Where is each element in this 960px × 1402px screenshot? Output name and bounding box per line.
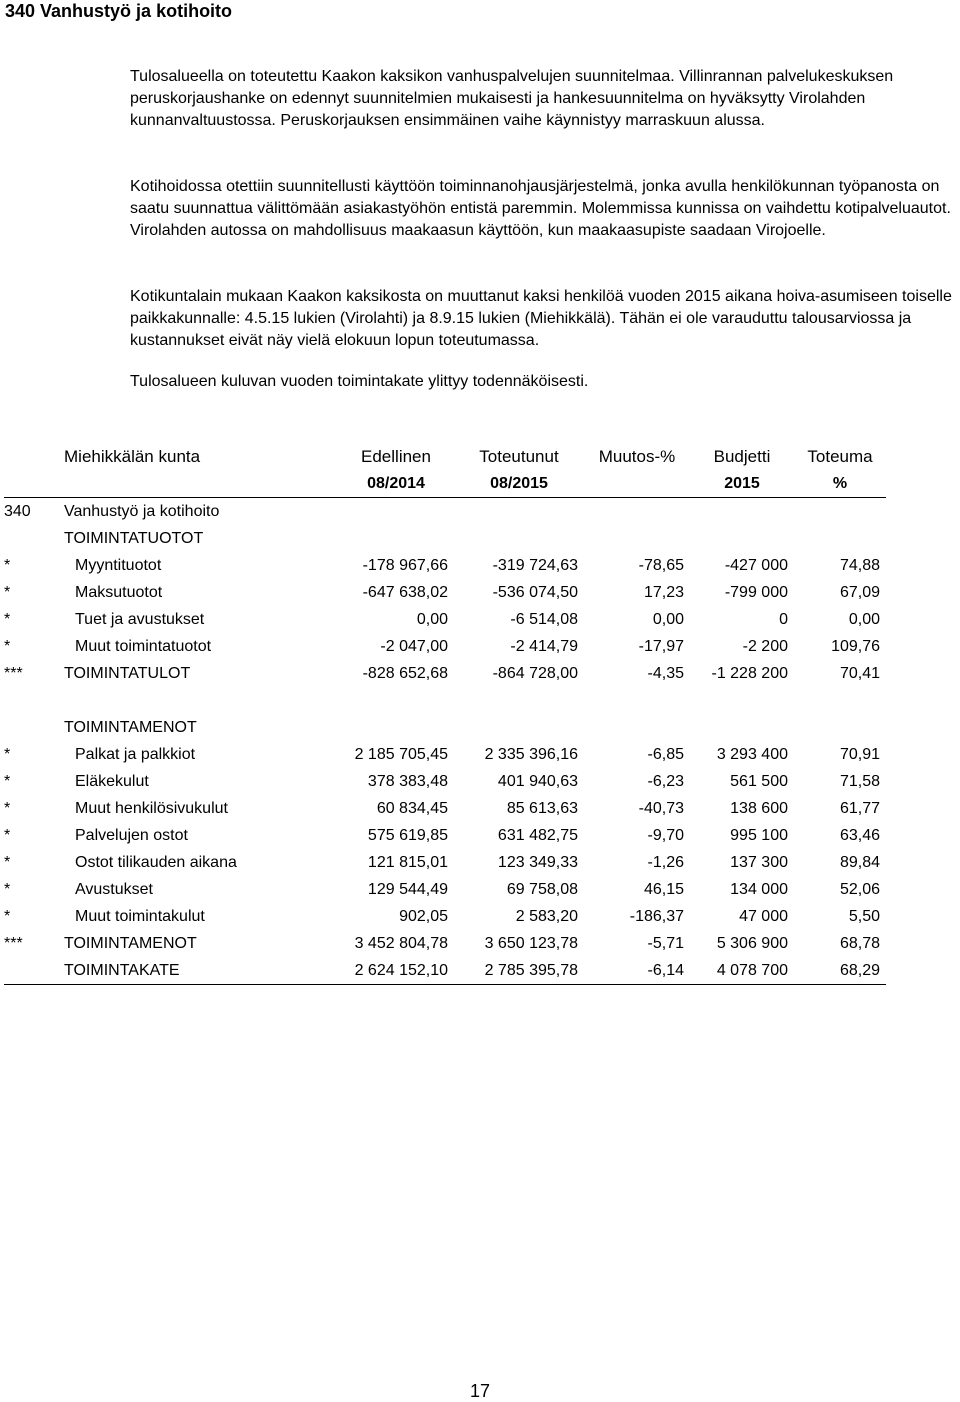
value-realization: 5,50 (848, 907, 880, 925)
value-actual: 123 349,33 (497, 853, 578, 871)
row-label: Palkat ja palkkiot (75, 745, 196, 763)
expense-total (4, 930, 886, 957)
value-realization: 0,00 (848, 610, 880, 628)
value-change: -78,65 (638, 556, 684, 574)
value-previous: -2 047,00 (380, 637, 448, 655)
value-actual: 2 785 395,78 (454, 957, 584, 985)
value-realization: 67,09 (839, 583, 880, 601)
value-previous: 0,00 (416, 610, 448, 628)
value-previous: 575 619,85 (367, 826, 448, 844)
value-change: 46,15 (643, 880, 684, 898)
value-previous: -178 967,66 (362, 556, 448, 574)
value-change: 17,23 (643, 583, 684, 601)
value-actual: -2 414,79 (510, 637, 578, 655)
value-previous: 129 544,49 (367, 880, 448, 898)
row-marker: * (4, 745, 11, 763)
row-marker: * (4, 880, 11, 898)
row-label: Eläkekulut (75, 772, 149, 790)
page-title: 340 Vanhustyö ja kotihoito (5, 1, 233, 21)
value-previous: -647 638,02 (362, 583, 448, 601)
expense-rows (4, 741, 886, 930)
spacer-row (4, 687, 886, 714)
value-previous: -828 652,68 (362, 664, 448, 682)
header-budget: Budjetti (713, 446, 771, 466)
table-row (4, 606, 886, 633)
value-realization: 70,41 (839, 664, 880, 682)
table-row (4, 795, 886, 822)
table-row (4, 930, 886, 957)
value-previous: 902,05 (399, 907, 448, 925)
value-actual: 631 482,75 (497, 826, 578, 844)
row-marker: * (4, 583, 11, 601)
value-actual: -536 074,50 (492, 583, 578, 601)
income-header-row (4, 525, 886, 552)
value-realization: 89,84 (839, 853, 880, 871)
value-realization: 63,46 (839, 826, 880, 844)
section-code: 340 (4, 502, 31, 520)
row-marker: * (4, 853, 11, 871)
value-change: 0,00 (652, 610, 684, 628)
table-row (4, 849, 886, 876)
row-marker (4, 957, 64, 985)
value-change: -6,85 (647, 745, 684, 763)
table-subheader-row (4, 470, 886, 498)
value-previous: 2 624 152,10 (338, 957, 454, 985)
value-realization: 71,58 (839, 772, 880, 790)
financial-table (4, 443, 886, 985)
value-change: -5,71 (647, 934, 684, 952)
income-rows (4, 552, 886, 660)
entity-name: Miehikkälän kunta (64, 446, 201, 466)
row-label: Ostot tilikauden aikana (75, 853, 237, 871)
value-actual: 69 758,08 (506, 880, 578, 898)
value-realization: 52,06 (839, 880, 880, 898)
row-marker: * (4, 637, 11, 655)
row-marker: * (4, 556, 11, 574)
row-marker: * (4, 772, 11, 790)
value-budget: 134 000 (730, 880, 788, 898)
page-number: 17 (469, 1381, 491, 1401)
value-realization: 61,77 (839, 799, 880, 817)
row-label: TOIMINTAKATE (64, 957, 338, 985)
paragraph-3: Kotikuntalain mukaan Kaakon kaksikosta on muuttanut kaksi henkilöä vuoden 2015 aikana hoiva-asumiseen toiselle paikkakunnalle: 4.5.15 lukien (Virolahti) ja 8.9.15 lukien (Miehikkälä). Tähän ei ole varauduttu talousarviossa ja kustannukset eivät näy vielä elokuun lopun toteutumassa. (130, 288, 952, 350)
value-budget: 3 293 400 (716, 745, 788, 763)
row-marker: * (4, 610, 11, 628)
income-header: TOIMINTATUOTOT (64, 529, 204, 547)
value-actual: -319 724,63 (492, 556, 578, 574)
row-label: Muut henkilösivukulut (75, 799, 228, 817)
value-actual: 2 335 396,16 (484, 745, 578, 763)
value-realization: 68,29 (794, 957, 886, 985)
row-label: TOIMINTATULOT (64, 664, 191, 682)
table-row (4, 579, 886, 606)
table-row (4, 552, 886, 579)
table-row (4, 768, 886, 795)
value-budget: -1 228 200 (711, 664, 788, 682)
value-previous: 60 834,45 (376, 799, 448, 817)
value-actual: 85 613,63 (506, 799, 578, 817)
subheader-actual: 08/2015 (454, 470, 584, 498)
value-change: -4,35 (647, 664, 684, 682)
table-row (4, 660, 886, 687)
subheader-realization: % (794, 470, 886, 498)
expense-header: TOIMINTAMENOT (64, 718, 197, 736)
value-previous: 3 452 804,78 (354, 934, 448, 952)
value-change: -9,70 (647, 826, 684, 844)
value-budget: 47 000 (739, 907, 788, 925)
header-change: Muutos-% (598, 446, 676, 466)
value-actual: -6 514,08 (510, 610, 578, 628)
value-budget: -799 000 (724, 583, 788, 601)
table-row (4, 633, 886, 660)
value-realization: 68,78 (839, 934, 880, 952)
row-label: Tuet ja avustukset (75, 610, 205, 628)
row-label: Maksutuotot (75, 583, 163, 601)
value-change: -40,73 (638, 799, 684, 817)
row-label: Palvelujen ostot (75, 826, 188, 844)
value-budget: -427 000 (724, 556, 788, 574)
value-realization: 70,91 (839, 745, 880, 763)
table-row (4, 876, 886, 903)
row-marker: *** (4, 934, 23, 952)
value-change: -186,37 (629, 907, 684, 925)
section-row (4, 498, 886, 526)
section-name: Vanhustyö ja kotihoito (64, 502, 220, 520)
expense-header-row (4, 714, 886, 741)
value-budget: -2 200 (742, 637, 788, 655)
value-actual: 2 583,20 (515, 907, 578, 925)
value-change: -1,26 (647, 853, 684, 871)
value-realization: 74,88 (839, 556, 880, 574)
value-realization: 109,76 (831, 637, 880, 655)
value-budget: 137 300 (730, 853, 788, 871)
value-actual: -864 728,00 (492, 664, 578, 682)
row-marker: * (4, 826, 11, 844)
paragraph-4: Tulosalueen kuluvan vuoden toimintakate ylittyy todennäköisesti. (130, 373, 589, 390)
row-marker: * (4, 799, 11, 817)
value-budget: 995 100 (730, 826, 788, 844)
header-previous: Edellinen (361, 446, 431, 466)
income-total (4, 660, 886, 687)
paragraph-2: Kotihoidossa otettiin suunnitellusti käyttöön toiminnanohjausjärjestelmä, jonka avulla henkilökunnan työpanosta on saatu suunnattua välittömään asiakastyöhön entistä paremmin. Molemmissa kunnissa on vaihdettu kotipalveluautot. Virolahden autossa on mahdollisuus maakaasun käyttöön, kun maakaasupiste saadaan Virojoelle. (130, 178, 951, 240)
row-label: Muut toimintatuotot (75, 637, 212, 655)
value-change: -17,97 (638, 637, 684, 655)
table-row (4, 957, 886, 985)
value-budget: 4 078 700 (690, 957, 794, 985)
row-marker: * (4, 907, 11, 925)
value-change: -6,14 (584, 957, 690, 985)
value-previous: 2 185 705,45 (354, 745, 448, 763)
row-label: Avustukset (75, 880, 153, 898)
row-label: Myyntituotot (75, 556, 162, 574)
table-row (4, 822, 886, 849)
value-previous: 378 383,48 (367, 772, 448, 790)
row-label: Muut toimintakulut (75, 907, 205, 925)
margin-total (4, 957, 886, 985)
subheader-budget: 2015 (690, 470, 794, 498)
value-budget: 138 600 (730, 799, 788, 817)
header-actual: Toteutunut (479, 446, 559, 466)
table-header-row (4, 443, 886, 470)
value-previous: 121 815,01 (367, 853, 448, 871)
value-budget: 0 (779, 610, 788, 628)
table-row (4, 741, 886, 768)
value-actual: 401 940,63 (497, 772, 578, 790)
subheader-previous: 08/2014 (338, 470, 454, 498)
header-realization: Toteuma (807, 446, 873, 466)
value-actual: 3 650 123,78 (484, 934, 578, 952)
row-label: TOIMINTAMENOT (64, 934, 197, 952)
row-marker: *** (4, 664, 23, 682)
table-row (4, 903, 886, 930)
value-budget: 5 306 900 (716, 934, 788, 952)
paragraph-1: Tulosalueella on toteutettu Kaakon kaksikon vanhuspalvelujen suunnitelmaa. Villinrannan palvelukeskuksen peruskorjaushanke on edennyt suunnitelmien mukaisesti ja hankesuunnitelma on hyväksytty Virolahden kunnanvaltuustossa. Peruskorjauksen ensimmäinen vaihe käynnistyy marraskuun alussa. (130, 68, 894, 130)
value-budget: 561 500 (730, 772, 788, 790)
value-change: -6,23 (647, 772, 684, 790)
